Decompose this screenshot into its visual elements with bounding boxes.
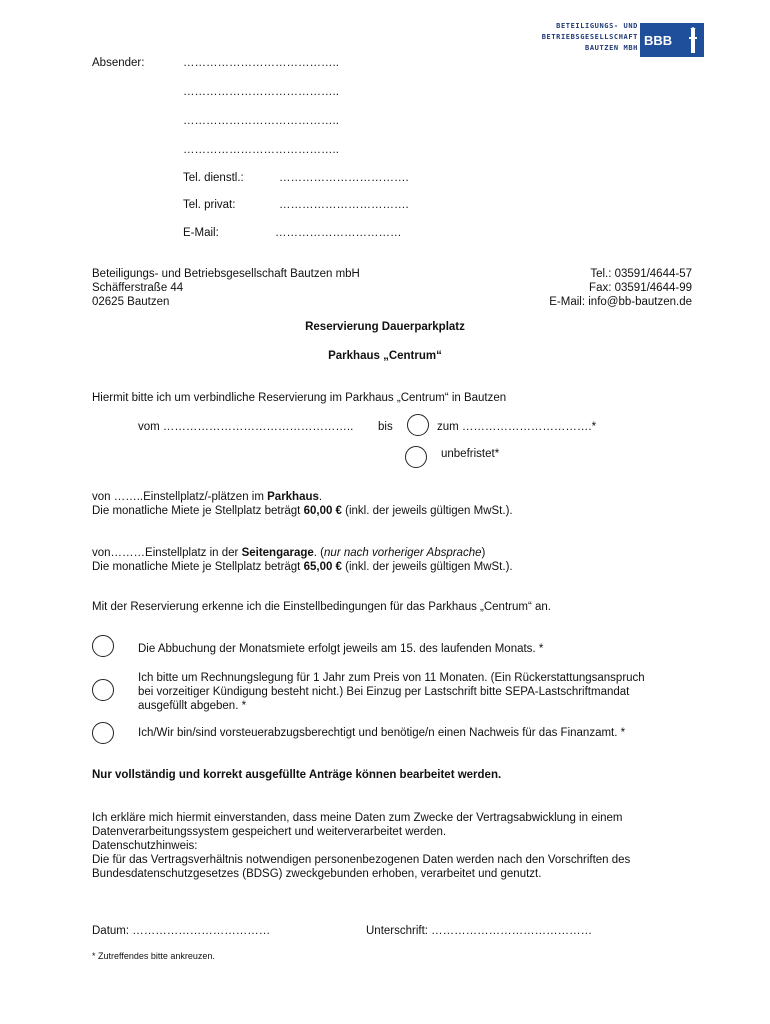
privacy-line-1: Ich erkläre mich hiermit einverstanden, dass meine Daten zum Zwecke der Vertragsabwicklung in einem (92, 812, 623, 824)
period-unlimited-label: unbefristet* (441, 448, 500, 460)
privacy-block (92, 811, 630, 881)
signature-field[interactable]: Unterschrift: …………………………………… (366, 925, 593, 937)
completeness-notice: Nur vollständig und korrekt ausgefüllte Anträge können bearbeitet werden. (92, 769, 502, 781)
privacy-line-4: Die für das Vertragsverhältnis notwendigen personenbezogenen Daten werden nach den Vorschriften des (92, 854, 631, 866)
garage-rent-suffix: (inkl. der jeweils gültigen MwSt.). (341, 561, 513, 573)
option-annual-invoice-line-2: bei vorzeitiger Kündigung besteht nicht.) Bei Einzug per Lastschrift bitte SEPA-Lastschriftmandat (138, 686, 630, 698)
privacy-heading: Datenschutzhinweis: (92, 840, 198, 852)
garage-line[interactable] (92, 546, 513, 560)
email-field[interactable]: …………………………… (275, 227, 402, 239)
parkhaus-prefix: von ……..Einstellplatz/-plätzen im (92, 491, 268, 503)
privacy-line-5: Bundesdatenschutzgesetzes (BDSG) zweckgebunden erhoben, verarbeitet und genutzt. (92, 868, 542, 880)
sender-line-4[interactable]: ………………………………….. (183, 144, 339, 156)
option-direct-debit-radio[interactable] (92, 635, 114, 657)
parkhaus-rent-amount: 60,00 € (303, 505, 342, 517)
company-logo (640, 23, 704, 57)
logo-line-2: BETRIEBSGESELLSCHAFT (541, 33, 638, 41)
parkhaus-rent-suffix: (inkl. der jeweils gültigen MwSt.). (341, 505, 513, 517)
recipient-tel: Tel.: 03591/4644-57 (590, 268, 692, 280)
sender-line-3[interactable]: ………………………………….. (183, 115, 339, 127)
logo-line-3: BAUTZEN MBH (585, 44, 638, 52)
period-unlimited-radio[interactable] (405, 446, 427, 468)
acknowledge-text: Mit der Reservierung erkenne ich die Einstellbedingungen für das Parkhaus „Centrum“ an. (92, 601, 551, 613)
recipient-city: 02625 Bautzen (92, 296, 170, 308)
period-from-field[interactable]: vom ………………………………………….. (138, 421, 354, 433)
intro-text: Hiermit bitte ich um verbindliche Reservierung im Parkhaus „Centrum“ in Bautzen (92, 392, 507, 404)
tel-private-field[interactable]: ……………………………. (279, 199, 409, 211)
option-annual-invoice-line-1: Ich bitte um Rechnungslegung für 1 Jahr zum Preis von 11 Monaten. (Ein Rückerstattungsanspruch (138, 672, 645, 684)
date-field[interactable]: Datum: ……………………………… (92, 925, 271, 937)
garage-rent-amount: 65,00 € (303, 561, 342, 573)
recipient-contact (549, 267, 692, 309)
period-to-field[interactable]: zum …………………………….* (437, 421, 597, 433)
recipient-email: E-Mail: info@bb-bautzen.de (549, 296, 692, 308)
option-tax-deduction-label: Ich/Wir bin/sind vorsteuerabzugsberechtigt und benötige/n einen Nachweis für das Finanzamt. * (138, 727, 626, 739)
email-label: E-Mail: (183, 227, 219, 239)
parkhaus-rent-prefix: Die monatliche Miete je Stellplatz beträgt (92, 505, 304, 517)
garage-block (92, 546, 513, 574)
period-bis-label: bis (378, 421, 393, 433)
garage-rent-line (92, 560, 513, 574)
parkhaus-rent-line (92, 504, 513, 518)
recipient-address (92, 267, 360, 309)
garage-rent-prefix: Die monatliche Miete je Stellplatz beträgt (92, 561, 304, 573)
garage-suffix: ) (481, 547, 486, 559)
tower-icon (686, 27, 700, 53)
period-to-radio[interactable] (407, 414, 429, 436)
parkhaus-line[interactable] (92, 490, 513, 504)
logo-line-1: BETEILIGUNGS- UND (556, 22, 638, 30)
garage-bold: Seitengarage (241, 547, 314, 559)
garage-italic: nur nach vorheriger Absprache (324, 547, 482, 559)
tel-work-label: Tel. dienstl.: (183, 172, 244, 184)
sender-line-2[interactable]: ………………………………….. (183, 86, 339, 98)
document-title: Reservierung Dauerparkplatz (305, 321, 465, 333)
recipient-street: Schäfferstraße 44 (92, 282, 184, 294)
parkhaus-suffix: . (318, 491, 323, 503)
option-tax-deduction-radio[interactable] (92, 722, 114, 744)
recipient-fax: Fax: 03591/4644-99 (589, 282, 692, 294)
parkhaus-block (92, 490, 513, 518)
garage-mid: . ( (313, 547, 325, 559)
document-subtitle: Parkhaus „Centrum“ (328, 350, 442, 362)
recipient-name: Beteiligungs- und Betriebsgesellschaft Bautzen mbH (92, 268, 360, 280)
logo-box-text: BBB (644, 33, 673, 48)
garage-prefix: von………Einstellplatz in der (92, 547, 242, 559)
option-annual-invoice-label (138, 671, 645, 713)
option-annual-invoice-radio[interactable] (92, 679, 114, 701)
tel-private-label: Tel. privat: (183, 199, 236, 211)
option-annual-invoice-line-3: ausgefüllt abgeben. * (138, 700, 247, 712)
sender-label: Absender: (92, 57, 145, 69)
footnote: * Zutreffendes bitte ankreuzen. (92, 951, 215, 961)
parkhaus-bold: Parkhaus (267, 491, 319, 503)
company-logo-text (530, 21, 638, 54)
option-direct-debit-label: Die Abbuchung der Monatsmiete erfolgt jeweils am 15. des laufenden Monats. * (138, 643, 544, 655)
tel-work-field[interactable]: ……………………………. (279, 172, 409, 184)
sender-line-1[interactable]: ………………………………….. (183, 57, 339, 69)
privacy-line-2: Datenverarbeitungssystem gespeichert und weiterverarbeitet werden. (92, 826, 447, 838)
